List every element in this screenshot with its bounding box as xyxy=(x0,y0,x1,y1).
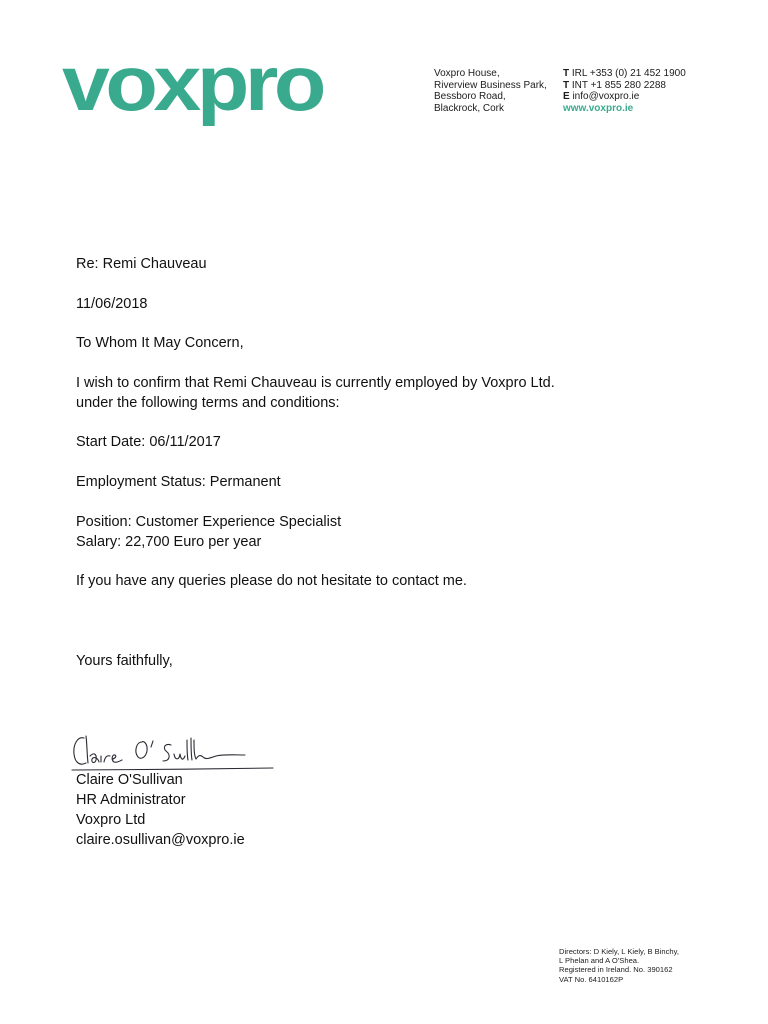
email-contact xyxy=(563,91,686,103)
voxpro-logo xyxy=(62,44,324,126)
address-line: Riverview Business Park, xyxy=(434,79,547,91)
signatory-title: HR Administrator xyxy=(76,792,186,808)
footer-line: Registered in Ireland. No. 390162 xyxy=(559,965,673,975)
phone-int xyxy=(563,80,686,92)
contact-value: info@voxpro.ie xyxy=(569,91,640,103)
employment-status: Employment Status: Permanent xyxy=(76,474,281,490)
contact-prefix: T xyxy=(563,79,570,91)
company-contact xyxy=(563,68,686,114)
footer-line: L Phelan and A O'Shea. xyxy=(559,956,640,966)
signatory-name: Claire O'Sullivan xyxy=(76,772,183,788)
address-line: Blackrock, Cork xyxy=(434,102,505,114)
queries-line: If you have any queries please do not hesitate to contact me. xyxy=(76,573,467,589)
contact-value: INT +1 855 280 2288 xyxy=(569,79,666,91)
letter-re: Re: Remi Chauveau xyxy=(76,256,207,272)
letter-intro-line2: under the following terms and conditions: xyxy=(76,395,340,411)
contact-value: IRL +353 (0) 21 452 1900 xyxy=(569,68,686,79)
phone-irl xyxy=(563,68,686,80)
contact-prefix: E xyxy=(563,91,570,103)
letter-closing: Yours faithfully, xyxy=(76,653,173,669)
salary: Salary: 22,700 Euro per year xyxy=(76,534,262,550)
start-date: Start Date: 06/11/2017 xyxy=(76,434,221,450)
footer-legal xyxy=(559,947,679,984)
letter-salutation: To Whom It May Concern, xyxy=(76,335,244,351)
handwritten-signature xyxy=(70,730,275,774)
company-address xyxy=(434,68,547,114)
address-line: Voxpro House, xyxy=(434,68,500,79)
footer-line: VAT No. 6410162P xyxy=(559,974,624,984)
letter-date: 11/06/2018 xyxy=(76,296,148,312)
footer-line: Directors: D Kiely, L Kiely, B Binchy, xyxy=(559,947,679,956)
letter-intro-line1: I wish to confirm that Remi Chauveau is currently employed by Voxpro Ltd. xyxy=(76,375,555,391)
signatory-email: claire.osullivan@voxpro.ie xyxy=(76,832,245,848)
contact-prefix: T xyxy=(563,68,570,79)
signature-block xyxy=(76,770,245,850)
address-line: Bessboro Road, xyxy=(434,91,506,103)
signatory-company: Voxpro Ltd xyxy=(76,812,146,828)
svg-text:voxpro: voxpro xyxy=(62,44,324,126)
website-link: www.voxpro.ie xyxy=(563,102,634,114)
position: Position: Customer Experience Specialist xyxy=(76,514,342,530)
